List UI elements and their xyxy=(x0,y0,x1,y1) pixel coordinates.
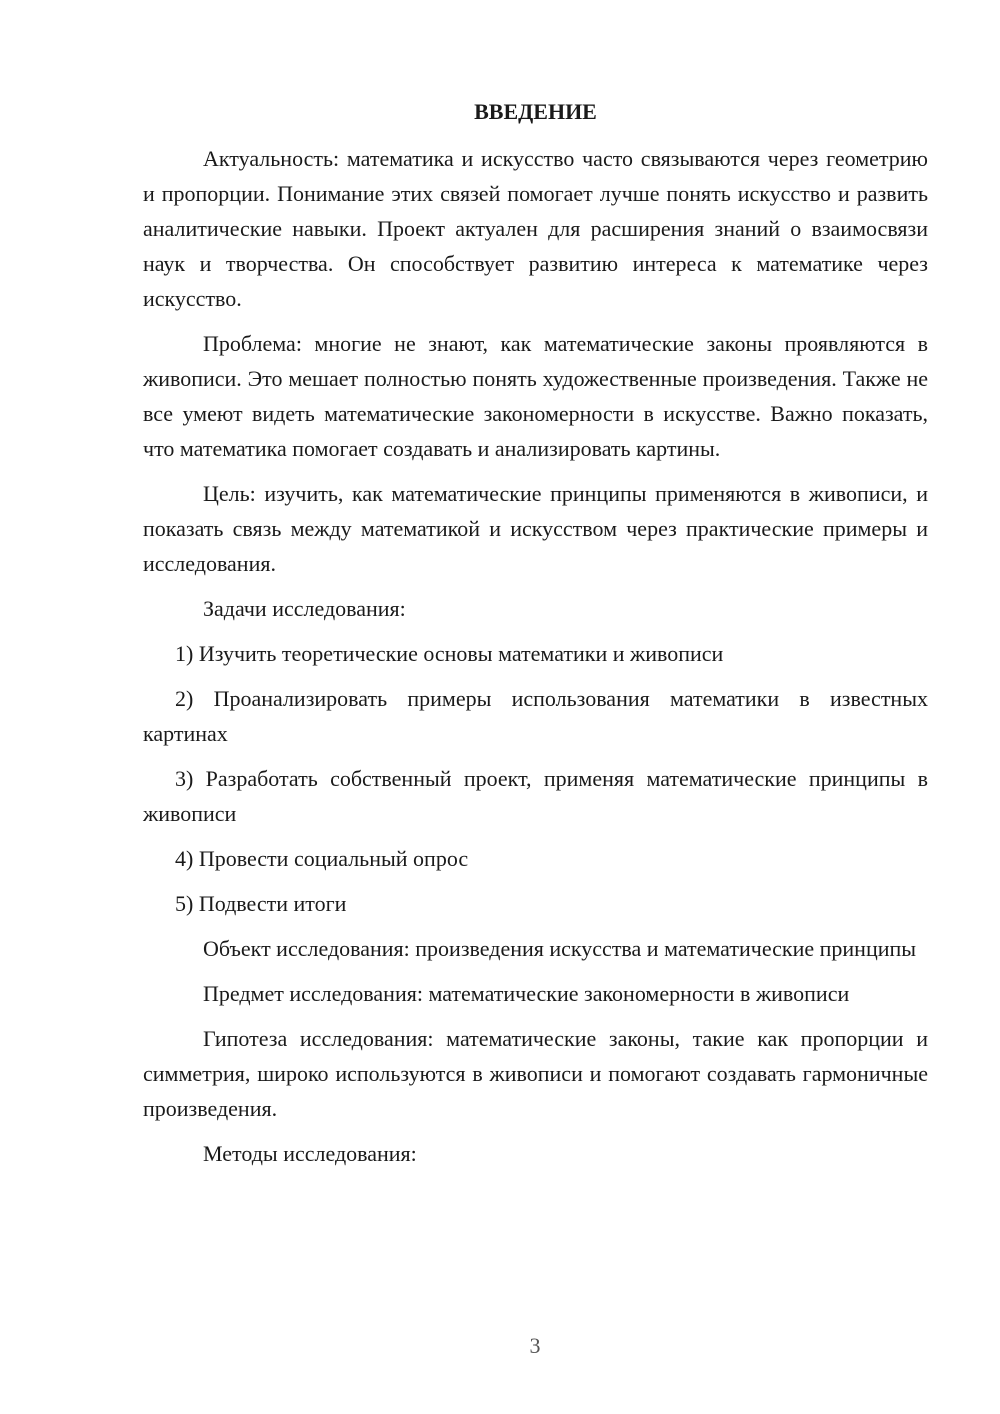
page-number: 3 xyxy=(529,1333,541,1358)
list-item: 3) Разработать собственный проект, применяя математические принципы в живописи xyxy=(143,766,928,826)
list-item: 5) Подвести итоги xyxy=(175,891,347,916)
object-paragraph: Объект исследования: произведения искусства и математические принципы xyxy=(203,936,917,961)
subject-paragraph: Предмет исследования: математические закономерности в живописи xyxy=(203,981,850,1006)
problem-paragraph: Проблема: многие не знают, как математические законы проявляются в живописи. Это мешает полностью понять художественные произведения. Также не все умеют видеть математические закономерности в искусстве. Важно показать, что математика помогает создавать и анализировать картины. xyxy=(143,331,928,461)
list-item: 1) Изучить теоретические основы математики и живописи xyxy=(175,641,724,666)
page-title: ВВЕДЕНИЕ xyxy=(474,99,597,124)
relevance-paragraph: Актуальность: математика и искусство часто связываются через геометрию и пропорции. Понимание этих связей помогает лучше понять искусство и развить аналитические навыки. Проект актуален для расширения знаний о взаимосвязи наук и творчества. Он способствует развитию интереса к математике через искусство. xyxy=(143,146,928,311)
goal-paragraph: Цель: изучить, как математические принципы применяются в живописи, и показать связь между математикой и искусством через практические примеры и исследования. xyxy=(143,481,928,576)
hypothesis-paragraph: Гипотеза исследования: математические законы, такие как пропорции и симметрия, широко используются в живописи и помогают создавать гармоничные произведения. xyxy=(143,1026,928,1121)
methods-heading: Методы исследования: xyxy=(203,1141,417,1166)
list-item: 2) Проанализировать примеры использования математики в известных картинах xyxy=(143,686,928,746)
tasks-list xyxy=(143,636,928,921)
list-item: 4) Провести социальный опрос xyxy=(175,846,469,871)
document-page xyxy=(143,94,928,1181)
tasks-heading: Задачи исследования: xyxy=(203,596,406,621)
